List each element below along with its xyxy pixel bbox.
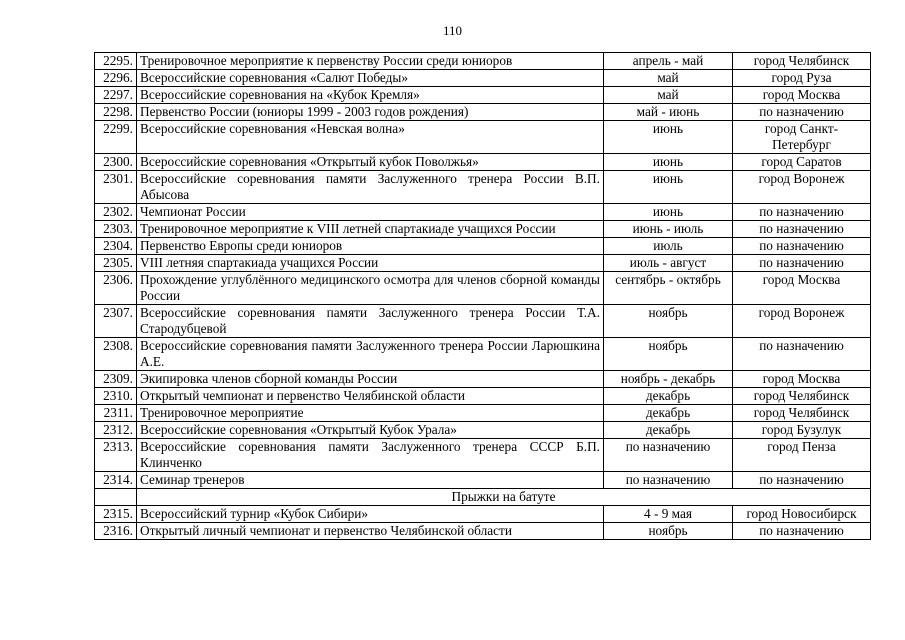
schedule-table <box>94 52 871 540</box>
event-name: Тренировочное мероприятие к первенству России среди юниоров <box>137 53 604 70</box>
event-number: 2298. <box>95 104 137 121</box>
page-number: 110 <box>442 23 463 38</box>
event-place: город Москва <box>733 371 871 388</box>
event-name: Открытый личный чемпионат и первенство Челябинской области <box>137 523 604 540</box>
schedule-table-body <box>95 53 871 540</box>
event-place: город Москва <box>733 87 871 104</box>
event-date: июль <box>604 238 733 255</box>
event-name: Всероссийские соревнования «Открытый кубок Поволжья» <box>137 154 604 171</box>
event-date: июнь - июль <box>604 221 733 238</box>
event-name: Семинар тренеров <box>137 472 604 489</box>
event-name: Всероссийские соревнования памяти Заслуженного тренера СССР Б.П. Клинченко <box>137 439 604 472</box>
event-number: 2307. <box>95 305 137 338</box>
event-number: 2313. <box>95 439 137 472</box>
event-date: ноябрь - декабрь <box>604 371 733 388</box>
event-date: 4 - 9 мая <box>604 506 733 523</box>
event-place: город Воронеж <box>733 171 871 204</box>
event-place: по назначению <box>733 104 871 121</box>
event-number: 2301. <box>95 171 137 204</box>
event-place: по назначению <box>733 221 871 238</box>
table-row <box>95 53 871 70</box>
event-place: город Воронеж <box>733 305 871 338</box>
event-number: 2302. <box>95 204 137 221</box>
section-blank-cell <box>95 489 137 506</box>
event-date: май <box>604 87 733 104</box>
event-name: Тренировочное мероприятие к VIII летней спартакиаде учащихся России <box>137 221 604 238</box>
event-date: декабрь <box>604 405 733 422</box>
event-date: ноябрь <box>604 305 733 338</box>
table-row <box>95 388 871 405</box>
table-row <box>95 238 871 255</box>
event-name: Всероссийские соревнования памяти Заслуженного тренера России Ларюшкина А.Е. <box>137 338 604 371</box>
event-name: Первенство России (юниоры 1999 - 2003 годов рождения) <box>137 104 604 121</box>
table-row <box>95 87 871 104</box>
table-row <box>95 104 871 121</box>
event-name: Первенство Европы среди юниоров <box>137 238 604 255</box>
event-place: по назначению <box>733 204 871 221</box>
event-name: Всероссийские соревнования памяти Заслуженного тренера России Т.А. Стародубцевой <box>137 305 604 338</box>
event-name: Всероссийский турнир «Кубок Сибири» <box>137 506 604 523</box>
event-name: Прохождение углублённого медицинского осмотра для членов сборной команды России <box>137 272 604 305</box>
event-place: город Москва <box>733 272 871 305</box>
event-name: Всероссийские соревнования «Салют Победы» <box>137 70 604 87</box>
event-date: по назначению <box>604 439 733 472</box>
table-row <box>95 154 871 171</box>
event-number: 2316. <box>95 523 137 540</box>
event-date: июнь <box>604 204 733 221</box>
event-number: 2310. <box>95 388 137 405</box>
event-number: 2312. <box>95 422 137 439</box>
table-row <box>95 371 871 388</box>
event-place: город Челябинск <box>733 388 871 405</box>
event-name: Всероссийские соревнования «Невская волна» <box>137 121 604 154</box>
event-date: июль - август <box>604 255 733 272</box>
table-row <box>95 422 871 439</box>
event-place: город Новосибирск <box>733 506 871 523</box>
event-number: 2295. <box>95 53 137 70</box>
event-place: по назначению <box>733 338 871 371</box>
event-number: 2311. <box>95 405 137 422</box>
event-number: 2304. <box>95 238 137 255</box>
event-place: по назначению <box>733 472 871 489</box>
event-date: апрель - май <box>604 53 733 70</box>
event-number: 2306. <box>95 272 137 305</box>
section-header-row <box>95 489 871 506</box>
event-number: 2309. <box>95 371 137 388</box>
event-name: Тренировочное мероприятие <box>137 405 604 422</box>
event-name: Всероссийские соревнования на «Кубок Кремля» <box>137 87 604 104</box>
table-row <box>95 255 871 272</box>
event-date: сентябрь - октябрь <box>604 272 733 305</box>
event-place: по назначению <box>733 238 871 255</box>
event-name: Всероссийские соревнования «Открытый Кубок Урала» <box>137 422 604 439</box>
table-row <box>95 506 871 523</box>
table-row <box>95 221 871 238</box>
table-row <box>95 204 871 221</box>
event-number: 2300. <box>95 154 137 171</box>
event-number: 2308. <box>95 338 137 371</box>
event-name: Всероссийские соревнования памяти Заслуженного тренера России В.П. Абысова <box>137 171 604 204</box>
event-date: май <box>604 70 733 87</box>
event-date: ноябрь <box>604 338 733 371</box>
table-row <box>95 272 871 305</box>
event-number: 2296. <box>95 70 137 87</box>
event-place: город Руза <box>733 70 871 87</box>
event-number: 2315. <box>95 506 137 523</box>
event-number: 2314. <box>95 472 137 489</box>
table-row <box>95 472 871 489</box>
event-date: июнь <box>604 171 733 204</box>
event-place: город Пенза <box>733 439 871 472</box>
event-date: по назначению <box>604 472 733 489</box>
event-date: ноябрь <box>604 523 733 540</box>
table-row <box>95 121 871 154</box>
event-number: 2297. <box>95 87 137 104</box>
event-place: город Челябинск <box>733 53 871 70</box>
event-name: Открытый чемпионат и первенство Челябинской области <box>137 388 604 405</box>
event-date: май - июнь <box>604 104 733 121</box>
table-row <box>95 305 871 338</box>
event-number: 2303. <box>95 221 137 238</box>
event-name: VIII летняя спартакиада учащихся России <box>137 255 604 272</box>
event-place: по назначению <box>733 255 871 272</box>
table-row <box>95 439 871 472</box>
table-row <box>95 338 871 371</box>
event-name: Чемпионат России <box>137 204 604 221</box>
event-date: декабрь <box>604 422 733 439</box>
table-row <box>95 171 871 204</box>
table-row <box>95 70 871 87</box>
event-place: по назначению <box>733 523 871 540</box>
table-row <box>95 405 871 422</box>
section-title: Прыжки на батуте <box>137 489 871 506</box>
event-number: 2299. <box>95 121 137 154</box>
event-place: город Саратов <box>733 154 871 171</box>
event-place: город Челябинск <box>733 405 871 422</box>
event-date: декабрь <box>604 388 733 405</box>
event-date: июнь <box>604 121 733 154</box>
table-row <box>95 523 871 540</box>
event-place: город Бузулук <box>733 422 871 439</box>
event-date: июнь <box>604 154 733 171</box>
event-place: город Санкт-Петербург <box>733 121 871 154</box>
event-name: Экипировка членов сборной команды России <box>137 371 604 388</box>
event-number: 2305. <box>95 255 137 272</box>
